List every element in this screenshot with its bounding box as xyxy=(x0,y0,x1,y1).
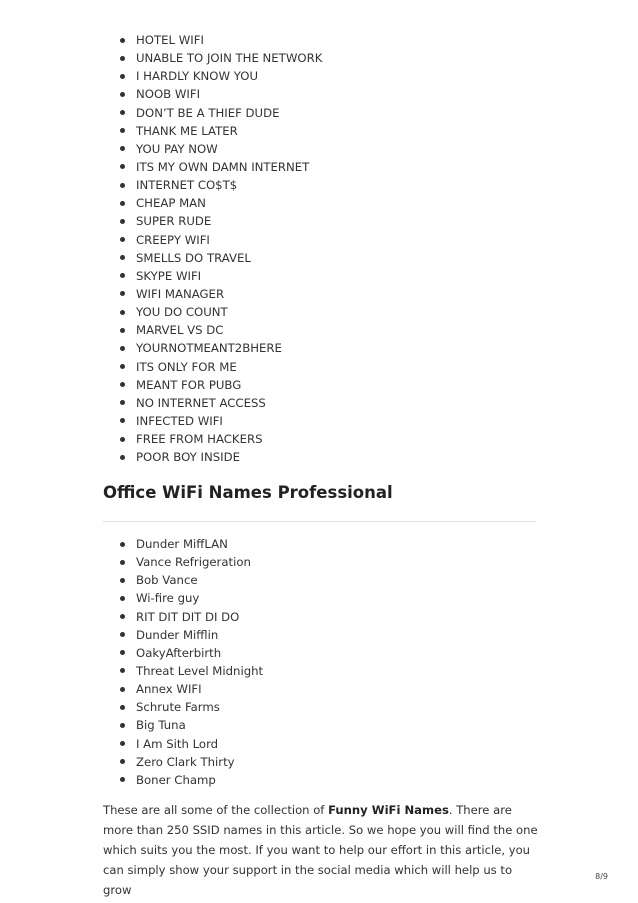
bullet-icon xyxy=(120,418,125,423)
list-item-text: Bob Vance xyxy=(136,573,198,588)
list-item xyxy=(120,412,322,430)
closing-paragraph xyxy=(103,800,543,900)
list-item xyxy=(120,662,263,680)
list-item-text: Zero Clark Thirty xyxy=(136,754,235,769)
bullet-icon xyxy=(120,687,125,692)
bullet-icon xyxy=(120,382,125,387)
list-item xyxy=(120,448,322,466)
list-item xyxy=(120,158,322,176)
bullet-icon xyxy=(120,183,125,188)
list-item xyxy=(120,140,322,158)
bullet-icon xyxy=(120,723,125,728)
list-item-text: I Am Sith Lord xyxy=(136,736,219,751)
bullet-icon xyxy=(120,614,125,619)
list-item-text: POOR BOY INSIDE xyxy=(136,450,240,465)
list-item-text: NOOB WIFI xyxy=(136,87,201,102)
list-item-text: THANK ME LATER xyxy=(136,123,238,138)
list-item xyxy=(120,553,263,571)
bullet-icon xyxy=(120,346,125,351)
list-item xyxy=(120,535,263,553)
list-item xyxy=(120,321,322,339)
list-item xyxy=(120,394,322,412)
list-item-text: Boner Champ xyxy=(136,772,216,787)
list-item xyxy=(120,122,322,140)
list-item xyxy=(120,303,322,321)
bullet-icon xyxy=(120,219,125,224)
bullet-icon xyxy=(120,596,125,601)
heading-divider xyxy=(103,521,536,522)
bullet-icon xyxy=(120,759,125,764)
list-item xyxy=(120,212,322,230)
list-item-text: UNABLE TO JOIN THE NETWORK xyxy=(136,51,323,66)
bullet-icon xyxy=(120,328,125,333)
list-item-text: WIFI MANAGER xyxy=(136,286,225,301)
list-item xyxy=(120,176,322,194)
list-item-text: ITS ONLY FOR ME xyxy=(136,359,237,374)
list-item-text: CREEPY WIFI xyxy=(136,232,210,247)
list-item-text: FREE FROM HACKERS xyxy=(136,432,263,447)
list-item-text: Dunder MiffLAN xyxy=(136,537,228,551)
bullet-icon xyxy=(120,578,125,583)
list-item xyxy=(120,339,322,357)
list-item xyxy=(120,698,263,716)
list-item xyxy=(120,194,322,212)
list-item-text: MARVEL VS DC xyxy=(136,323,224,338)
bullet-icon xyxy=(120,291,125,296)
list-item xyxy=(120,771,263,789)
list-item xyxy=(120,589,263,607)
list-item xyxy=(120,680,263,698)
bullet-icon xyxy=(120,668,125,673)
list-item-text: ITS MY OWN DAMN INTERNET xyxy=(136,159,310,174)
list-item-text: NO INTERNET ACCESS xyxy=(136,395,266,410)
bullet-icon xyxy=(120,56,125,61)
bullet-icon xyxy=(120,74,125,79)
list-item-text: Big Tuna xyxy=(136,718,186,733)
bullet-icon xyxy=(120,38,125,43)
list-item xyxy=(120,267,322,285)
list-item-text: OakyAfterbirth xyxy=(136,645,222,660)
list-item-text: INTERNET CO$T$ xyxy=(136,178,238,193)
list-item xyxy=(120,735,263,753)
list-item-text: SUPER RUDE xyxy=(136,214,212,229)
bullet-icon xyxy=(120,92,125,97)
list-item xyxy=(120,608,263,626)
bullet-icon xyxy=(120,110,125,115)
list-item xyxy=(120,716,263,734)
bullet-icon xyxy=(120,650,125,655)
list-item xyxy=(120,358,322,376)
list-item xyxy=(120,31,322,49)
list-item-text: INFECTED WIFI xyxy=(136,413,223,428)
list-item-text: Vance Refrigeration xyxy=(136,555,251,570)
list-item xyxy=(120,49,322,67)
list-item-text: I HARDLY KNOW YOU xyxy=(136,69,259,84)
bullet-icon xyxy=(120,777,125,782)
bullet-icon xyxy=(120,542,125,547)
bullet-icon xyxy=(120,632,125,637)
bullet-icon xyxy=(120,364,125,369)
paragraph-text-before: These are all some of the collection of xyxy=(103,803,329,817)
list-item xyxy=(120,104,322,122)
list-item-text: SKYPE WIFI xyxy=(136,268,202,283)
bullet-icon xyxy=(120,164,125,169)
list-item xyxy=(120,285,322,303)
bullet-icon xyxy=(120,273,125,278)
page-number: 8/9 xyxy=(595,872,608,881)
section-heading: Office WiFi Names Professional xyxy=(103,483,393,502)
list-item-text: YOU PAY NOW xyxy=(136,141,218,156)
list-item xyxy=(120,376,322,394)
list-item-text: CHEAP MAN xyxy=(136,196,206,211)
list-item xyxy=(120,571,263,589)
bullet-icon xyxy=(120,255,125,260)
list-item xyxy=(120,753,263,771)
bullet-icon xyxy=(120,741,125,746)
bullet-icon xyxy=(120,201,125,206)
list-item-text: SMELLS DO TRAVEL xyxy=(136,250,251,265)
paragraph-text-after: . There are more than 250 SSID names in this article. So we hope you will find the one which suits you the most. If you want to help our effort in this article, you can simply show your support in the social media which will help us to grow xyxy=(103,803,538,897)
paragraph-bold-keyword: Funny WiFi Names xyxy=(328,803,449,817)
bullet-icon xyxy=(120,437,125,442)
bullet-icon xyxy=(120,237,125,242)
wifi-name-list xyxy=(120,31,322,466)
bullet-icon xyxy=(120,705,125,710)
list-item-text: RIT DIT DIT DI DO xyxy=(136,609,240,624)
list-item-text: Schrute Farms xyxy=(136,700,220,715)
bullet-icon xyxy=(120,560,125,565)
list-item-text: DON’T BE A THIEF DUDE xyxy=(136,105,280,120)
bullet-icon xyxy=(120,400,125,405)
list-item xyxy=(120,85,322,103)
list-item-text: HOTEL WIFI xyxy=(136,33,204,47)
list-item-text: Threat Level Midnight xyxy=(136,663,264,678)
list-item-text: MEANT FOR PUBG xyxy=(136,377,242,392)
bullet-icon xyxy=(120,455,125,460)
list-item-text: Dunder Mifflin xyxy=(136,627,219,642)
list-item xyxy=(120,626,263,644)
bullet-icon xyxy=(120,128,125,133)
list-item xyxy=(120,249,322,267)
list-item xyxy=(120,430,322,448)
bullet-icon xyxy=(120,310,125,315)
list-item-text: YOURNOTMEANT2BHERE xyxy=(136,341,282,356)
list-item-text: Wi-fire guy xyxy=(136,591,200,606)
list-item-text: YOU DO COUNT xyxy=(136,305,228,320)
office-wifi-name-list xyxy=(120,535,263,789)
list-item xyxy=(120,644,263,662)
list-item-text: Annex WIFI xyxy=(136,682,202,697)
list-item xyxy=(120,231,322,249)
bullet-icon xyxy=(120,146,125,151)
list-item xyxy=(120,67,322,85)
